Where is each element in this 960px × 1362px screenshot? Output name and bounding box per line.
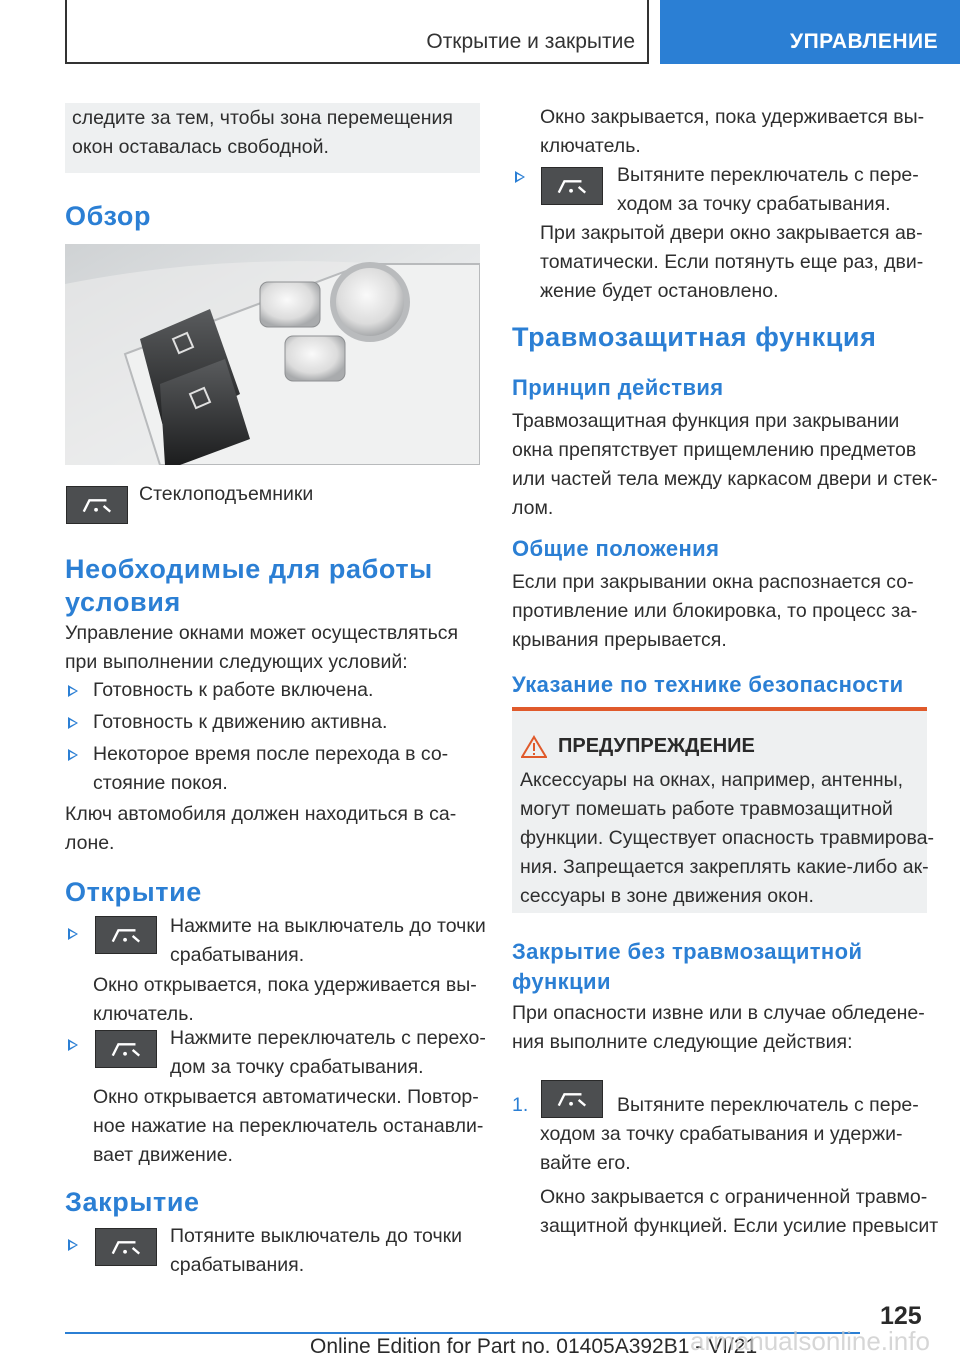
bullet-triangle-icon [68,685,78,697]
opening-step2-result-2: ное нажатие на переключатель останавли- [93,1115,484,1137]
safety-heading: Указание по технике безопасности [512,672,904,697]
general-2: противление или блокировка, то процесс за- [512,600,918,622]
pinch-heading: Травмозащитная функция [512,322,877,352]
warning-2: могут помешать работе травмозащитной [520,798,893,820]
opening-step1-2: срабатывания. [170,944,305,966]
principle-1: Травмозащитная функция при закрывании [512,410,900,432]
note-line-2: окон оставалась свободной. [72,136,329,158]
closing-step1-result-1: Окно закрывается, пока удерживается вы- [540,106,925,128]
overview-heading: Обзор [65,201,152,231]
requirement-item: Некоторое время после перехода в со- [93,743,449,765]
bullet-triangle-icon [515,171,525,183]
note-line-1: следите за тем, чтобы зона перемещения [72,107,453,129]
principle-3: или частей тела между каркасом двери и стек- [512,468,938,490]
requirements-intro-2: при выполнении следующих условий: [65,651,408,673]
opening-step2-result-3: вает движение. [93,1144,233,1166]
warning-icon [521,735,547,759]
icon-caption: Стеклоподъемники [139,483,314,505]
window-switch-icon [541,167,603,205]
closing-step1-result-2: ключатель. [540,135,641,157]
general-1: Если при закрывании окна распознается со- [512,571,914,593]
bullet-triangle-icon [68,1239,78,1251]
window-switch-icon [95,916,157,954]
closing-step2-result-2: томатически. Если потянуть еще раз, дви- [540,251,924,273]
bullet-triangle-icon [68,1039,78,1051]
closing-step2-result-3: жение будет остановлено. [540,280,779,302]
nopinch-heading-1: Закрытие без травмозащитной [512,939,863,964]
window-switch-icon [95,1030,157,1068]
nopinch-heading-2: функции [512,969,611,994]
nopinch-result-1: Окно закрывается с ограниченной травмо- [540,1186,928,1208]
general-3: крывания прерывается. [512,629,727,651]
nopinch-step1-3: вайте его. [540,1152,631,1174]
warning-3: функции. Существует опасность травмирова- [520,827,934,849]
closing-heading: Закрытие [65,1187,200,1217]
opening-step1-1: Нажмите на выключатель до точки [170,915,486,937]
closing-step1-2: срабатывания. [170,1254,305,1276]
warning-4: ния. Запрещается закреплять какие-либо ак- [520,856,929,878]
warning-5: сессуары в зоне движения окон. [520,885,814,907]
edition-footer: Online Edition for Part no. 01405A392B1 - VI/21 [310,1335,758,1358]
nopinch-intro-2: ния выполните следующие действия: [512,1031,853,1053]
general-heading: Общие положения [512,536,720,561]
requirements-intro-1: Управление окнами может осуществляться [65,622,459,644]
requirements-heading-1: Необходимые для работы [65,554,433,584]
requirements-heading-2: условия [65,587,181,617]
requirement-item-cont: стояние покоя. [93,772,228,794]
bullet-triangle-icon [68,749,78,761]
chapter-tab: УПРАВЛЕНИЕ [660,0,960,64]
requirement-item: Готовность к работе включена. [93,679,374,701]
opening-step1-result-1: Окно открывается, пока удерживается вы- [93,974,477,996]
watermark: armanualsonline.info [690,1326,930,1356]
window-switch-icon [95,1228,157,1266]
warning-label: ПРЕДУПРЕЖДЕНИЕ [558,735,755,757]
principle-4: лом. [512,497,554,519]
bullet-triangle-icon [68,717,78,729]
opening-step2-1: Нажмите переключатель с перехо- [170,1027,486,1049]
section-title: Открытие и закрытие [426,30,635,53]
requirements-outro-2: лоне. [65,832,115,854]
requirements-outro-1: Ключ автомобиля должен находиться в са- [65,803,457,825]
opening-step1-result-2: ключатель. [93,1003,194,1025]
requirement-item: Готовность к движению активна. [93,711,388,733]
window-switch-icon [66,486,128,524]
step-number: 1. [512,1094,529,1116]
opening-step2-result-1: Окно открывается автоматически. Повтор- [93,1086,479,1108]
page-number: 125 [880,1302,922,1330]
warning-1: Аксессуары на окнах, например, антенны, [520,769,904,791]
window-switch-icon [541,1080,603,1118]
bullet-triangle-icon [68,928,78,940]
nopinch-intro-1: При опасности извне или в случае обледене- [512,1002,925,1024]
principle-2: окна препятствует прищемлению предметов [512,439,917,461]
closing-step2-result-1: При закрытой двери окно закрывается ав- [540,222,923,244]
closing-step2-1: Вытяните переключатель с пере- [617,164,919,186]
nopinch-step1-1: Вытяните переключатель с пере- [617,1094,919,1116]
opening-heading: Открытие [65,877,202,907]
opening-step2-2: дом за точку срабатывания. [170,1056,424,1078]
principle-heading: Принцип действия [512,375,724,400]
window-switch-photo [65,244,480,465]
nopinch-result-2: защитной функцией. Если усилие превысит [540,1215,939,1237]
nopinch-step1-2: ходом за точку срабатывания и удержи- [540,1123,903,1145]
closing-step1-1: Потяните выключатель до точки [170,1225,463,1247]
closing-step2-2: ходом за точку срабатывания. [617,193,891,215]
